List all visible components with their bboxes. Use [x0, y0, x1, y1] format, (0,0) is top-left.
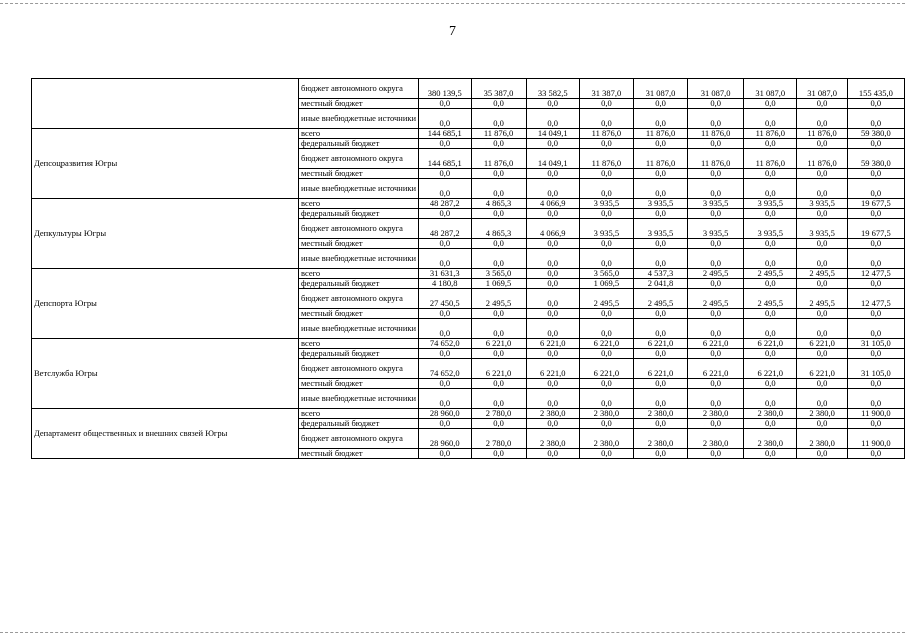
amount-cell: 0,0: [471, 449, 526, 459]
amount-cell: 0,0: [633, 349, 687, 359]
amount-cell: 0,0: [688, 99, 744, 109]
amount-cell: 6 221,0: [633, 339, 687, 349]
amount-cell: 0,0: [688, 419, 744, 429]
amount-cell: 28 960,0: [419, 429, 471, 449]
scan-edge-top: [0, 3, 905, 4]
amount-cell: 2 380,0: [579, 429, 633, 449]
amount-cell: 2 495,5: [471, 289, 526, 309]
funding-source: бюджет автономного округа: [299, 149, 419, 169]
amount-cell: 0,0: [847, 169, 904, 179]
amount-cell: 0,0: [744, 109, 797, 129]
amount-cell: 0,0: [471, 309, 526, 319]
amount-cell: 48 287,2: [419, 199, 471, 209]
funding-source: федеральный бюджет: [299, 279, 419, 289]
department-name: Депкультуры Югры: [32, 199, 299, 269]
amount-cell: 0,0: [419, 169, 471, 179]
amount-cell: 6 221,0: [744, 359, 797, 379]
amount-cell: 0,0: [579, 169, 633, 179]
amount-cell: 3 935,5: [633, 199, 687, 209]
amount-cell: 0,0: [633, 379, 687, 389]
amount-cell: 2 380,0: [797, 409, 847, 419]
amount-cell: 11 900,0: [847, 409, 904, 419]
amount-cell: 4 537,3: [633, 269, 687, 279]
amount-cell: 0,0: [633, 169, 687, 179]
amount-cell: 0,0: [419, 249, 471, 269]
amount-cell: 0,0: [744, 449, 797, 459]
amount-cell: 0,0: [526, 349, 579, 359]
amount-cell: 0,0: [744, 379, 797, 389]
amount-cell: 2 495,5: [579, 289, 633, 309]
department-name: Департамент общественных и внешних связей Югры: [32, 409, 299, 459]
amount-cell: 0,0: [797, 179, 847, 199]
amount-cell: 0,0: [526, 309, 579, 319]
amount-cell: 4 180,8: [419, 279, 471, 289]
amount-cell: 6 221,0: [688, 359, 744, 379]
amount-cell: 2 380,0: [797, 429, 847, 449]
funding-source: бюджет автономного округа: [299, 79, 419, 99]
funding-source: местный бюджет: [299, 239, 419, 249]
amount-cell: 0,0: [847, 379, 904, 389]
amount-cell: 0,0: [633, 389, 687, 409]
amount-cell: 0,0: [579, 99, 633, 109]
amount-cell: 0,0: [471, 169, 526, 179]
amount-cell: 0,0: [579, 139, 633, 149]
amount-cell: 0,0: [847, 279, 904, 289]
amount-cell: 12 477,5: [847, 269, 904, 279]
amount-cell: 0,0: [797, 279, 847, 289]
funding-source: бюджет автономного округа: [299, 219, 419, 239]
amount-cell: 0,0: [744, 309, 797, 319]
funding-source: иные внебюджетные источники: [299, 389, 419, 409]
amount-cell: 11 876,0: [633, 149, 687, 169]
amount-cell: 0,0: [744, 389, 797, 409]
department-name: [32, 79, 299, 129]
amount-cell: 31 105,0: [847, 339, 904, 349]
amount-cell: 0,0: [419, 449, 471, 459]
department-name: Депсоцразвития Югры: [32, 129, 299, 199]
amount-cell: 0,0: [688, 389, 744, 409]
amount-cell: 3 565,0: [579, 269, 633, 279]
amount-cell: 3 935,5: [579, 219, 633, 239]
amount-cell: 11 876,0: [744, 129, 797, 139]
amount-cell: 0,0: [579, 389, 633, 409]
amount-cell: 4 865,3: [471, 199, 526, 209]
funding-source: бюджет автономного округа: [299, 359, 419, 379]
amount-cell: 0,0: [797, 319, 847, 339]
amount-cell: 6 221,0: [471, 359, 526, 379]
amount-cell: 0,0: [744, 179, 797, 199]
funding-source: иные внебюджетные источники: [299, 179, 419, 199]
amount-cell: 14 049,1: [526, 129, 579, 139]
amount-cell: 0,0: [744, 139, 797, 149]
amount-cell: 11 876,0: [797, 129, 847, 139]
amount-cell: 0,0: [847, 319, 904, 339]
amount-cell: 0,0: [847, 389, 904, 409]
amount-cell: 3 935,5: [744, 199, 797, 209]
amount-cell: 0,0: [579, 379, 633, 389]
funding-source: местный бюджет: [299, 309, 419, 319]
funding-source: местный бюджет: [299, 99, 419, 109]
amount-cell: 0,0: [797, 309, 847, 319]
amount-cell: 0,0: [526, 209, 579, 219]
amount-cell: 1 069,5: [471, 279, 526, 289]
amount-cell: 3 935,5: [797, 219, 847, 239]
amount-cell: 0,0: [579, 249, 633, 269]
amount-cell: 0,0: [526, 269, 579, 279]
amount-cell: 0,0: [526, 389, 579, 409]
amount-cell: 2 380,0: [688, 409, 744, 419]
amount-cell: 0,0: [579, 449, 633, 459]
amount-cell: 0,0: [471, 249, 526, 269]
amount-cell: 6 221,0: [579, 339, 633, 349]
amount-cell: 0,0: [526, 139, 579, 149]
amount-cell: 6 221,0: [526, 339, 579, 349]
table-row: [32, 269, 905, 279]
amount-cell: 6 221,0: [633, 359, 687, 379]
amount-cell: 12 477,5: [847, 289, 904, 309]
amount-cell: 6 221,0: [526, 359, 579, 379]
amount-cell: 2 495,5: [688, 269, 744, 279]
amount-cell: 0,0: [471, 419, 526, 429]
amount-cell: 0,0: [633, 209, 687, 219]
amount-cell: 2 780,0: [471, 409, 526, 419]
amount-cell: 11 876,0: [579, 149, 633, 169]
amount-cell: 6 221,0: [579, 359, 633, 379]
amount-cell: 380 139,5: [419, 79, 471, 99]
amount-cell: 0,0: [471, 139, 526, 149]
amount-cell: 31 087,0: [797, 79, 847, 99]
amount-cell: 0,0: [847, 349, 904, 359]
funding-source: иные внебюджетные источники: [299, 109, 419, 129]
amount-cell: 0,0: [847, 249, 904, 269]
amount-cell: 2 380,0: [744, 429, 797, 449]
amount-cell: 31 631,3: [419, 269, 471, 279]
amount-cell: 11 876,0: [471, 129, 526, 139]
amount-cell: 0,0: [471, 209, 526, 219]
amount-cell: 0,0: [847, 239, 904, 249]
amount-cell: 0,0: [526, 419, 579, 429]
funding-source: бюджет автономного округа: [299, 429, 419, 449]
amount-cell: 0,0: [419, 139, 471, 149]
amount-cell: 11 876,0: [688, 149, 744, 169]
amount-cell: 0,0: [579, 109, 633, 129]
amount-cell: 0,0: [526, 109, 579, 129]
amount-cell: 0,0: [419, 209, 471, 219]
amount-cell: 0,0: [797, 209, 847, 219]
table-row: [32, 79, 905, 99]
amount-cell: 0,0: [847, 109, 904, 129]
funding-source: всего: [299, 199, 419, 209]
amount-cell: 0,0: [526, 179, 579, 199]
amount-cell: 6 221,0: [797, 339, 847, 349]
amount-cell: 3 935,5: [579, 199, 633, 209]
amount-cell: 0,0: [633, 179, 687, 199]
funding-source: местный бюджет: [299, 379, 419, 389]
amount-cell: 59 380,0: [847, 149, 904, 169]
amount-cell: 11 876,0: [633, 129, 687, 139]
amount-cell: 0,0: [526, 239, 579, 249]
amount-cell: 0,0: [847, 179, 904, 199]
amount-cell: 144 685,1: [419, 149, 471, 169]
amount-cell: 3 935,5: [633, 219, 687, 239]
amount-cell: 0,0: [744, 419, 797, 429]
amount-cell: 0,0: [744, 239, 797, 249]
amount-cell: 0,0: [633, 319, 687, 339]
amount-cell: 2 495,5: [797, 289, 847, 309]
amount-cell: 6 221,0: [797, 359, 847, 379]
amount-cell: 2 380,0: [579, 409, 633, 419]
amount-cell: 2 495,5: [633, 289, 687, 309]
department-name: Депспорта Югры: [32, 269, 299, 339]
funding-source: бюджет автономного округа: [299, 289, 419, 309]
amount-cell: 0,0: [419, 309, 471, 319]
amount-cell: 0,0: [419, 389, 471, 409]
amount-cell: 0,0: [471, 349, 526, 359]
amount-cell: 0,0: [579, 349, 633, 359]
amount-cell: 2 495,5: [688, 289, 744, 309]
amount-cell: 0,0: [744, 169, 797, 179]
amount-cell: 0,0: [797, 449, 847, 459]
amount-cell: 0,0: [688, 209, 744, 219]
amount-cell: 59 380,0: [847, 129, 904, 139]
funding-source: всего: [299, 129, 419, 139]
amount-cell: 11 876,0: [744, 149, 797, 169]
amount-cell: 74 652,0: [419, 359, 471, 379]
amount-cell: 0,0: [579, 319, 633, 339]
table-row: [32, 199, 905, 209]
department-name: Ветслужба Югры: [32, 339, 299, 409]
amount-cell: 19 677,5: [847, 219, 904, 239]
amount-cell: 0,0: [471, 239, 526, 249]
amount-cell: 2 780,0: [471, 429, 526, 449]
amount-cell: 0,0: [688, 239, 744, 249]
amount-cell: 0,0: [688, 249, 744, 269]
amount-cell: 0,0: [633, 239, 687, 249]
amount-cell: 6 221,0: [744, 339, 797, 349]
amount-cell: 0,0: [744, 99, 797, 109]
amount-cell: 3 935,5: [688, 219, 744, 239]
amount-cell: 0,0: [688, 179, 744, 199]
amount-cell: 2 380,0: [526, 409, 579, 419]
amount-cell: 11 876,0: [688, 129, 744, 139]
amount-cell: 11 876,0: [471, 149, 526, 169]
amount-cell: 31 087,0: [744, 79, 797, 99]
amount-cell: 0,0: [471, 179, 526, 199]
funding-source: всего: [299, 269, 419, 279]
amount-cell: 0,0: [419, 349, 471, 359]
amount-cell: 0,0: [526, 279, 579, 289]
amount-cell: 0,0: [419, 99, 471, 109]
amount-cell: 27 450,5: [419, 289, 471, 309]
amount-cell: 2 380,0: [688, 429, 744, 449]
amount-cell: 0,0: [847, 419, 904, 429]
amount-cell: 0,0: [579, 209, 633, 219]
amount-cell: 48 287,2: [419, 219, 471, 239]
amount-cell: 3 935,5: [744, 219, 797, 239]
amount-cell: 0,0: [579, 239, 633, 249]
scan-edge-bottom: [0, 632, 905, 633]
amount-cell: 0,0: [797, 249, 847, 269]
amount-cell: 11 876,0: [579, 129, 633, 139]
amount-cell: 2 041,8: [633, 279, 687, 289]
amount-cell: 4 066,9: [526, 199, 579, 209]
amount-cell: 2 495,5: [744, 269, 797, 279]
funding-source: местный бюджет: [299, 169, 419, 179]
funding-source: иные внебюджетные источники: [299, 249, 419, 269]
amount-cell: 0,0: [797, 139, 847, 149]
amount-cell: 0,0: [744, 349, 797, 359]
amount-cell: 0,0: [744, 279, 797, 289]
amount-cell: 19 677,5: [847, 199, 904, 209]
amount-cell: 0,0: [797, 419, 847, 429]
amount-cell: 0,0: [688, 379, 744, 389]
amount-cell: 0,0: [797, 349, 847, 359]
amount-cell: 2 380,0: [633, 429, 687, 449]
funding-source: всего: [299, 339, 419, 349]
amount-cell: 0,0: [471, 109, 526, 129]
amount-cell: 0,0: [633, 419, 687, 429]
amount-cell: 0,0: [688, 349, 744, 359]
amount-cell: 0,0: [847, 309, 904, 319]
amount-cell: 0,0: [526, 289, 579, 309]
amount-cell: 0,0: [744, 209, 797, 219]
amount-cell: 0,0: [633, 449, 687, 459]
amount-cell: 0,0: [688, 139, 744, 149]
amount-cell: 0,0: [471, 379, 526, 389]
amount-cell: 0,0: [633, 309, 687, 319]
amount-cell: 14 049,1: [526, 149, 579, 169]
funding-source: федеральный бюджет: [299, 419, 419, 429]
amount-cell: 2 495,5: [744, 289, 797, 309]
funding-source: местный бюджет: [299, 449, 419, 459]
funding-source: федеральный бюджет: [299, 349, 419, 359]
amount-cell: 0,0: [688, 309, 744, 319]
amount-cell: 0,0: [688, 169, 744, 179]
amount-cell: 0,0: [419, 419, 471, 429]
amount-cell: 3 935,5: [688, 199, 744, 209]
amount-cell: 4 865,3: [471, 219, 526, 239]
amount-cell: 2 495,5: [797, 269, 847, 279]
amount-cell: 0,0: [526, 449, 579, 459]
amount-cell: 11 900,0: [847, 429, 904, 449]
amount-cell: 0,0: [526, 99, 579, 109]
amount-cell: 0,0: [633, 99, 687, 109]
amount-cell: 0,0: [744, 319, 797, 339]
amount-cell: 2 380,0: [526, 429, 579, 449]
amount-cell: 4 066,9: [526, 219, 579, 239]
amount-cell: 0,0: [471, 99, 526, 109]
amount-cell: 0,0: [688, 109, 744, 129]
amount-cell: 0,0: [847, 209, 904, 219]
amount-cell: 0,0: [579, 419, 633, 429]
amount-cell: 0,0: [797, 99, 847, 109]
funding-source: всего: [299, 409, 419, 419]
amount-cell: 0,0: [471, 389, 526, 409]
amount-cell: 0,0: [797, 109, 847, 129]
page-number: 7: [449, 24, 456, 39]
amount-cell: 0,0: [526, 169, 579, 179]
amount-cell: 0,0: [797, 169, 847, 179]
amount-cell: 2 380,0: [633, 409, 687, 419]
amount-cell: 0,0: [526, 379, 579, 389]
amount-cell: 1 069,5: [579, 279, 633, 289]
amount-cell: 0,0: [744, 249, 797, 269]
amount-cell: 0,0: [579, 309, 633, 319]
amount-cell: 0,0: [847, 139, 904, 149]
amount-cell: 0,0: [688, 449, 744, 459]
funding-source: федеральный бюджет: [299, 139, 419, 149]
amount-cell: 33 582,5: [526, 79, 579, 99]
amount-cell: 31 387,0: [579, 79, 633, 99]
table-row: [32, 339, 905, 349]
amount-cell: 0,0: [633, 249, 687, 269]
amount-cell: 74 652,0: [419, 339, 471, 349]
amount-cell: 0,0: [633, 139, 687, 149]
amount-cell: 11 876,0: [797, 149, 847, 169]
amount-cell: 0,0: [526, 249, 579, 269]
amount-cell: 0,0: [419, 379, 471, 389]
amount-cell: 0,0: [847, 449, 904, 459]
amount-cell: 0,0: [797, 379, 847, 389]
amount-cell: 0,0: [471, 319, 526, 339]
funding-source: федеральный бюджет: [299, 209, 419, 219]
table-row: [32, 409, 905, 419]
amount-cell: 6 221,0: [471, 339, 526, 349]
amount-cell: 0,0: [419, 179, 471, 199]
amount-cell: 2 380,0: [744, 409, 797, 419]
amount-cell: 0,0: [526, 319, 579, 339]
amount-cell: 0,0: [797, 239, 847, 249]
amount-cell: 0,0: [419, 319, 471, 339]
amount-cell: 0,0: [579, 179, 633, 199]
amount-cell: 35 387,0: [471, 79, 526, 99]
table-row: [32, 129, 905, 139]
amount-cell: 3 565,0: [471, 269, 526, 279]
amount-cell: 144 685,1: [419, 129, 471, 139]
amount-cell: 3 935,5: [797, 199, 847, 209]
amount-cell: 6 221,0: [688, 339, 744, 349]
amount-cell: 31 087,0: [688, 79, 744, 99]
amount-cell: 0,0: [688, 319, 744, 339]
amount-cell: 31 087,0: [633, 79, 687, 99]
funding-source: иные внебюджетные источники: [299, 319, 419, 339]
amount-cell: 28 960,0: [419, 409, 471, 419]
amount-cell: 155 435,0: [847, 79, 904, 99]
amount-cell: 0,0: [419, 239, 471, 249]
amount-cell: 0,0: [797, 389, 847, 409]
amount-cell: 0,0: [633, 109, 687, 129]
amount-cell: 0,0: [688, 279, 744, 289]
budget-table: [31, 78, 905, 459]
amount-cell: 0,0: [419, 109, 471, 129]
amount-cell: 31 105,0: [847, 359, 904, 379]
amount-cell: 0,0: [847, 99, 904, 109]
